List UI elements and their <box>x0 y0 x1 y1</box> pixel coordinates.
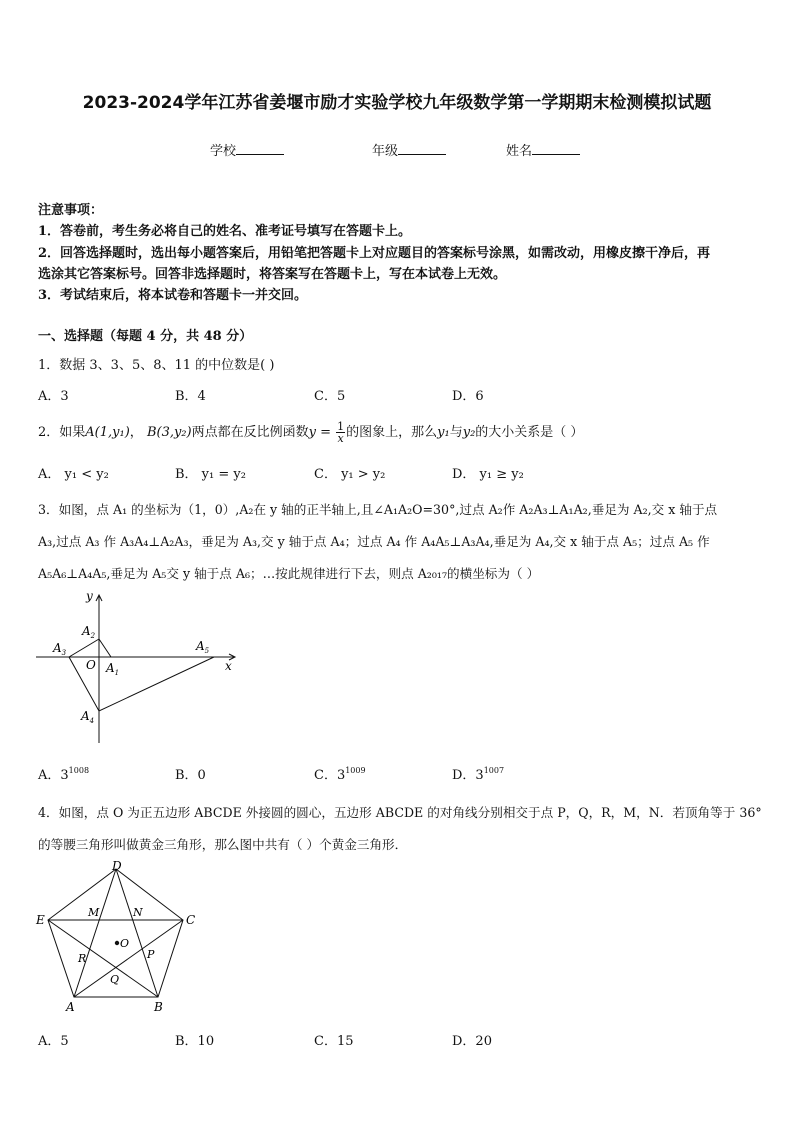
x-axis-label: x <box>225 659 232 673</box>
q3-option-d: D．$3^{1007}$ <box>452 766 505 783</box>
question-4-line-1: 4．如图，点 O 为正五边形 ABCDE 外接圆的圆心，五边形 ABCDE 的对角线分别相交于点 P，Q，R，M，N．若顶角等于 36° <box>38 805 762 820</box>
point-r: R <box>78 952 87 965</box>
q4-option-b: B．10 <box>175 1034 215 1049</box>
grade-blank <box>398 142 446 155</box>
question-2-stem: 2．如果A(1,y₁)， B(3,y₂)两点都在反比例函数y = $\frac{1}{x}$ 的图象上，那么y₁与y₂的大小关系是（ ） <box>38 420 584 445</box>
notice-item: 1．答卷前，考生务必将自己的姓名、准考证号填写在答题卡上。 <box>38 224 412 239</box>
question-3-line-3: A₅A₆⊥A₄A₅,垂足为 A₅交 y 轴于点 A₆；…按此规律进行下去，则点 A₂₀₁₇的横坐标为（ ） <box>38 566 540 581</box>
school-label: 学校 <box>210 144 237 159</box>
paper-title: 2023-2024学年江苏省姜堰市励才实验学校九年级数学第一学期期末检测模拟试题 <box>82 93 712 113</box>
label-a3: $A_3$ <box>53 641 67 657</box>
q1-option-d: D．6 <box>452 389 484 404</box>
q4-option-a: A．5 <box>38 1034 69 1049</box>
q4-pentagon-figure <box>30 855 210 1020</box>
question-3-line-2: A₃,过点 A₃ 作 A₃A₄⊥A₂A₃，垂足为 A₃,交 y 轴于点 A₄；过点 A₄ 作 A₄A₅⊥A₃A₄,垂足为 A₄,交 x 轴于点 A₅；过点 A₅ 作 <box>38 534 710 549</box>
q2-option-d: D． y₁ ≥ y₂ <box>452 467 524 482</box>
origin-label: O <box>86 658 96 672</box>
notice-item: 2．回答选择题时，选出每小题答案后，用铅笔把答题卡上对应题目的答案标号涂黑，如需改动，用橡皮擦干净后，再 <box>38 246 711 261</box>
notice-item: 选涂其它答案标号。回答非选择题时，将答案写在答题卡上，写在本试卷上无效。 <box>38 267 507 282</box>
q3-option-a: A．$3^{1008}$ <box>38 766 90 783</box>
label-a1: $A_1$ <box>106 661 120 677</box>
q1-option-c: C．5 <box>314 389 346 404</box>
q2-option-c: C． y₁ > y₂ <box>314 467 386 482</box>
grade-field <box>372 140 446 159</box>
question-3-line-1: 3．如图，点 A₁ 的坐标为（1，0）,A₂在 y 轴的正半轴上,且∠A₁A₂O=30°,过点 A₂作 A₂A₃⊥A₁A₂,垂足为 A₂,交 x 轴于点 <box>38 502 718 517</box>
point-m: M <box>88 906 100 919</box>
name-field <box>506 140 580 159</box>
question-1-stem: 1．数据 3、3、5、8、11 的中位数是( ) <box>38 358 275 373</box>
label-a2: $A_2$ <box>82 624 96 640</box>
vertex-a: A <box>66 1000 75 1014</box>
school-blank <box>236 142 284 155</box>
name-label: 姓名 <box>506 144 533 159</box>
center-o: O <box>120 937 130 950</box>
point-q: Q <box>110 973 120 986</box>
question-4-line-2: 的等腰三角形叫做黄金三角形，那么图中共有（ ）个黄金三角形． <box>38 837 408 852</box>
point-n: N <box>133 906 143 919</box>
label-a4: $A_4$ <box>81 709 95 725</box>
grade-label: 年级 <box>372 144 399 159</box>
q2-option-a: A． y₁ < y₂ <box>38 467 109 482</box>
q4-option-c: C．15 <box>314 1034 354 1049</box>
q3-figure <box>30 585 250 755</box>
q3-option-b: B．0 <box>175 768 206 783</box>
y-axis-label: y <box>86 589 93 603</box>
school-field <box>210 140 284 159</box>
notice-heading: 注意事项： <box>38 203 104 218</box>
notice-item: 3．考试结束后，将本试卷和答题卡一并交回。 <box>38 288 308 303</box>
label-a5: $A_5$ <box>196 639 210 655</box>
name-blank <box>532 142 580 155</box>
q1-option-a: A．3 <box>38 389 69 404</box>
q3-option-c: C．$3^{1009}$ <box>314 766 366 783</box>
point-p: P <box>147 948 155 961</box>
q4-option-d: D．20 <box>452 1034 492 1049</box>
section-heading: 一、选择题（每题 4 分，共 48 分） <box>38 329 253 344</box>
q2-option-b: B． y₁ = y₂ <box>175 467 246 482</box>
q1-option-b: B．4 <box>175 389 206 404</box>
vertex-d: D <box>112 859 122 873</box>
vertex-e: E <box>36 913 45 927</box>
vertex-b: B <box>154 1000 163 1014</box>
fraction: $\frac{1}{x}$ <box>337 420 345 445</box>
vertex-c: C <box>186 913 196 927</box>
